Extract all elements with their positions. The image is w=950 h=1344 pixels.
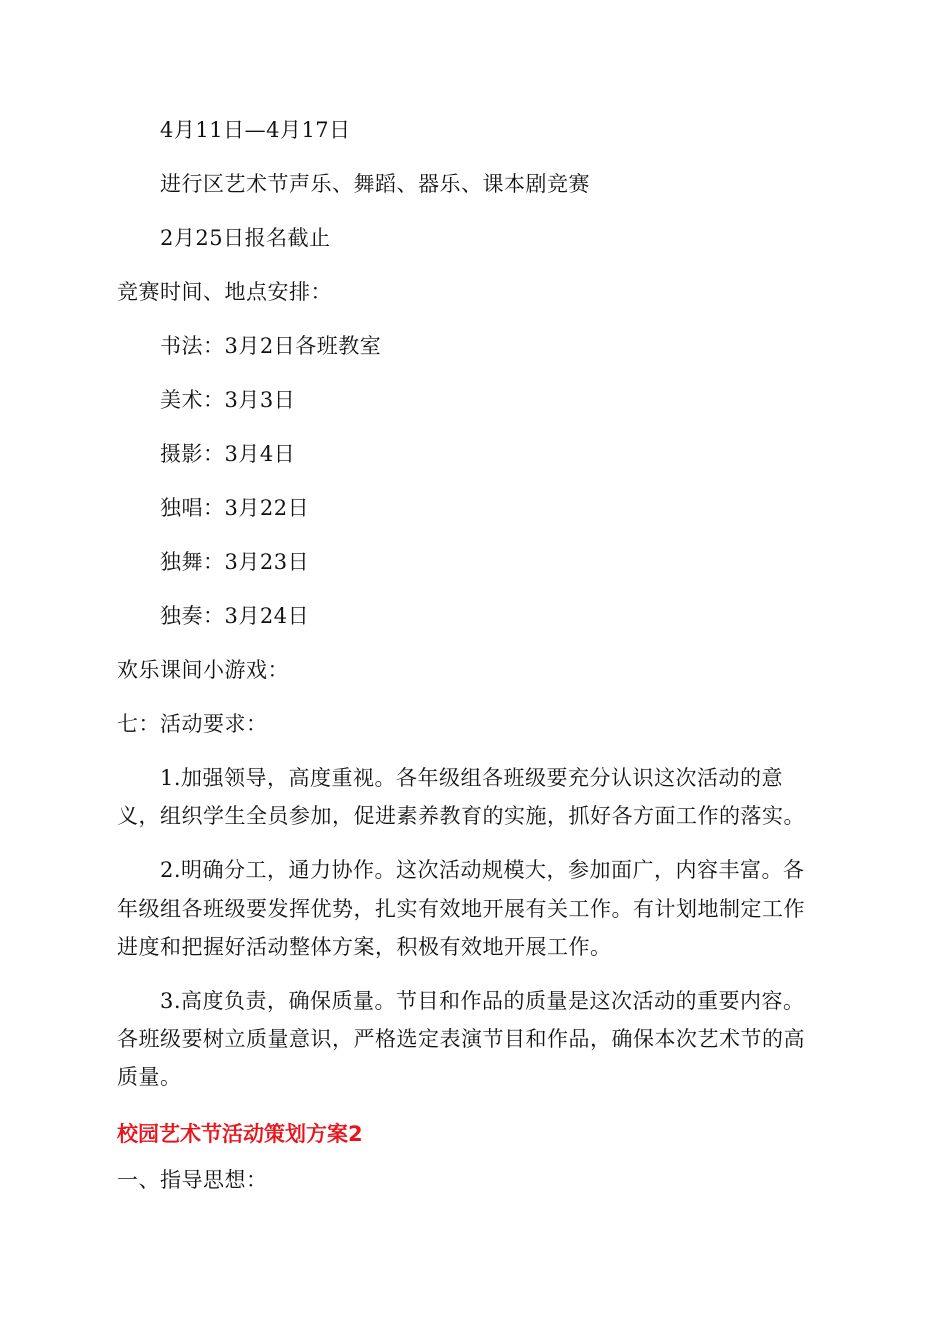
schedule-date-range: 4月11日—4月17日 bbox=[160, 118, 351, 142]
section2-title: 校园艺术节活动策划方案2 bbox=[117, 1122, 363, 1146]
schedule-deadline: 2月25日报名截止 bbox=[160, 226, 331, 250]
competition-item-art: 美术：3月3日 bbox=[160, 388, 296, 412]
schedule-event: 进行区艺术节声乐、舞蹈、器乐、课本剧竞赛 bbox=[160, 172, 590, 196]
competition-item-calligraphy: 书法：3月2日各班教室 bbox=[160, 334, 382, 358]
competition-item-solo-dance: 独舞：3月23日 bbox=[160, 550, 310, 574]
competition-header: 竞赛时间、地点安排： bbox=[117, 280, 332, 304]
section2-subheading: 一、指导思想： bbox=[117, 1168, 268, 1192]
requirements-header: 七：活动要求： bbox=[117, 712, 268, 736]
competition-item-solo-instrument: 独奏：3月24日 bbox=[160, 604, 310, 628]
requirement-3-line-1: 3.高度负责，确保质量。节目和作品的质量是这次活动的重要内容。 bbox=[160, 989, 805, 1013]
competition-item-photography: 摄影：3月4日 bbox=[160, 442, 296, 466]
requirement-2-line-3: 进度和把握好活动整体方案，积极有效地开展工作。 bbox=[117, 935, 612, 959]
requirement-3-line-3: 质量。 bbox=[117, 1065, 182, 1089]
requirement-2-line-1: 2.明确分工，通力协作。这次活动规模大，参加面广，内容丰富。各 bbox=[160, 858, 805, 882]
requirement-3-line-2: 各班级要树立质量意识，严格选定表演节目和作品，确保本次艺术节的高 bbox=[117, 1027, 805, 1051]
game-note: 欢乐课间小游戏： bbox=[117, 658, 289, 682]
requirement-1-line-1: 1.加强领导，高度重视。各年级组各班级要充分认识这次活动的意 bbox=[160, 766, 784, 790]
requirement-1-line-2: 义，组织学生全员参加，促进素养教育的实施，抓好各方面工作的落实。 bbox=[117, 804, 805, 828]
competition-item-solo-singing: 独唱：3月22日 bbox=[160, 496, 310, 520]
requirement-2-line-2: 年级组各班级要发挥优势，扎实有效地开展有关工作。有计划地制定工作 bbox=[117, 897, 805, 921]
